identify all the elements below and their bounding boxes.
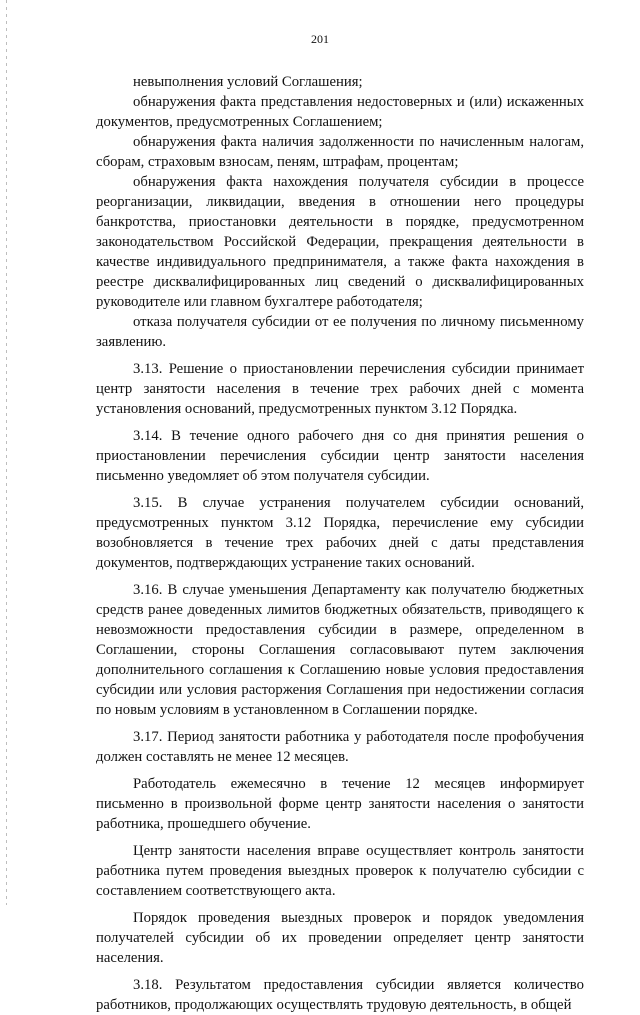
paragraph: Порядок проведения выездных проверок и порядок уведомления получателей субсидии об их проведении определяет центр занятости населения.: [96, 910, 584, 966]
paragraph: обнаружения факта наличия задолженности по начисленным налогам, сборам, страховым взносам, пеням, штрафам, процентам;: [96, 134, 584, 170]
paragraph: обнаружения факта представления недостоверных и (или) искаженных документов, предусмотренных Соглашением;: [96, 94, 584, 130]
paragraph: Работодатель ежемесячно в течение 12 месяцев информирует письменно в произвольной форме центр занятости населения о занятости работника, прошедшего обучение.: [96, 776, 584, 832]
paragraph: 3.15. В случае устранения получателем субсидии оснований, предусмотренных пунктом 3.12 Порядка, перечисление ему субсидии возобновляется в течение трех рабочих дней с даты представления документов, подтверждающих устранение таких оснований.: [96, 495, 584, 571]
paragraph: 3.13. Решение о приостановлении перечисления субсидии принимает центр занятости населения в течение трех рабочих дней с момента установления оснований, предусмотренных пунктом 3.12 Порядка.: [96, 361, 584, 417]
paragraph: Центр занятости населения вправе осуществляет контроль занятости работника путем проведения выездных проверок к получателю субсидии с составлением соответствующего акта.: [96, 843, 584, 899]
paragraph: обнаружения факта нахождения получателя субсидии в процессе реорганизации, ликвидации, введения в отношении него процедуры банкротства, приостановки деятельности в порядке, предусмотренном законодательством Российской Федерации, прекращения деятельности в качестве индивидуального предпринимателя, а также факта нахождения в реестре дисквалифицированных лиц сведений о дисквалифицированных руководителе или главном бухгалтере работодателя;: [96, 174, 584, 310]
paragraph: невыполнения условий Соглашения;: [133, 74, 363, 90]
paragraph: 3.18. Результатом предоставления субсидии является количество работников, продолжающих осуществлять трудовую деятельность, в общей: [96, 977, 584, 1013]
paragraph: 3.17. Период занятости работника у работодателя после профобучения должен составлять не менее 12 месяцев.: [96, 729, 584, 765]
paragraph: отказа получателя субсидии от ее получения по личному письменному заявлению.: [96, 314, 584, 350]
document-body: [96, 72, 584, 1015]
page-number: 201: [311, 32, 329, 46]
paragraph: 3.16. В случае уменьшения Департаменту как получателю бюджетных средств ранее доведенных лимитов бюджетных обязательств, приводящего к невозможности предоставления субсидии в размере, определенном в Соглашении, стороны Соглашения согласовывают путем заключения дополнительного соглашения к Соглашению новые условия предоставления субсидии или условия расторжения Соглашения при недостижении согласия по новым условиям в установленном в Соглашении порядке.: [96, 582, 584, 718]
scan-edge-line: [6, 0, 7, 905]
paragraph: 3.14. В течение одного рабочего дня со дня принятия решения о приостановлении перечисления субсидии центр занятости населения письменно уведомляет об этом получателя субсидии.: [96, 428, 584, 484]
